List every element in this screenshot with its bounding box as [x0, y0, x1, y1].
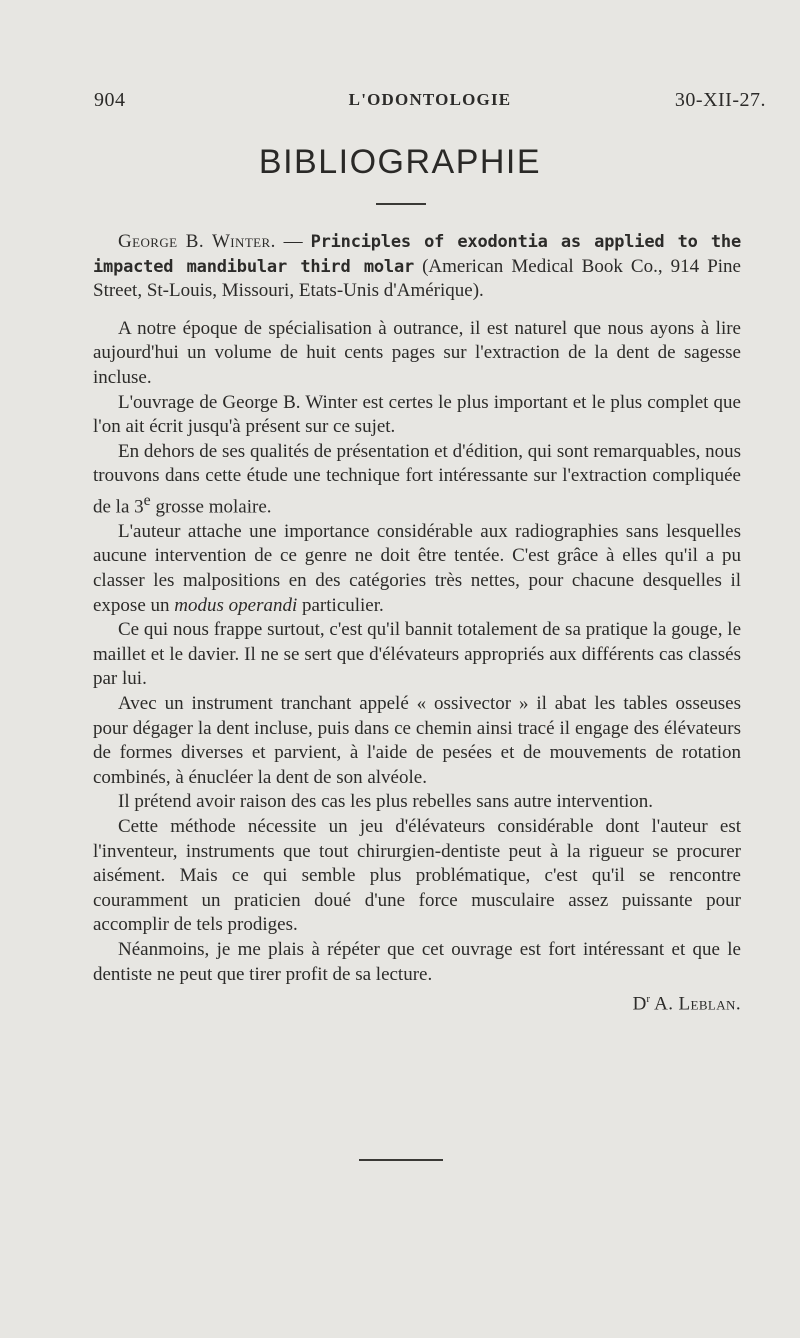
entry-work-title: Principles of exodontia as applied to the impacted mandibular third molar [93, 232, 741, 277]
entry-dash: — [275, 231, 311, 252]
paragraph-8: Cette méthode nécessite un jeu d'élévateurs considérable dont l'auteur est l'inventeur, instruments que tout chirurgien-dentiste peut à la rigueur se procurer aisément. Mais ce qui semble plus problématique, c'est qu'il se rencontre couramment un praticien doué d'une force musculaire assez puissante pour accomplir de tels prodiges. [93, 815, 741, 936]
paragraph-3-superscript: e [143, 491, 151, 509]
page-number: 904 [94, 89, 126, 111]
paragraph-5: Ce qui nous frappe surtout, c'est qu'il bannit totalement de sa pratique la gouge, le maillet et le davier. Il ne se sert que d'élévateurs appropriés aux différents cas classés par lui. [93, 619, 741, 690]
title-divider [376, 203, 426, 205]
paragraph-1: A notre époque de spécialisation à outrance, il est naturel que nous ayons à lire aujourd'hui un volume de huit cents pages sur l'extraction de la dent de sagesse incluse. [93, 317, 741, 388]
paragraph-4-italic: modus operandi [174, 594, 298, 616]
article-body [93, 230, 741, 1017]
paragraph-2: L'ouvrage de George B. Winter est certes le plus important et le plus complet que l'on ait écrit jusqu'à présent sur ce sujet. [93, 391, 741, 438]
paragraph-6: Avec un instrument tranchant appelé « ossivector » il abat les tables osseuses pour dégager la dent incluse, puis dans ce chemin ainsi tracé il engage des élévateurs de formes diverses et parvient, à l'aide de pesées et de mouvements de rotation combinés, à énucléer la dent de son alvéole. [93, 693, 741, 788]
issue-date: 30-XII-27. [674, 89, 766, 111]
paragraph-7: Il prétend avoir raison des cas les plus rebelles sans autre intervention. [118, 791, 653, 813]
paragraph-3-text-a: En dehors de ses qualités de présentation et d'édition, qui sont remarquables, nous trouvons dans cette étude une technique fort intéressante sur l'extraction compliquée de la 3 [93, 440, 741, 518]
end-divider [359, 1159, 443, 1161]
page-title: BIBLIOGRAPHIE [258, 143, 542, 181]
running-header [94, 89, 766, 115]
paragraph-4 [93, 520, 741, 618]
signature-title-superscript: r [646, 993, 650, 1006]
paragraph-3 [93, 440, 741, 520]
paragraph-4-text-a: L'auteur attache une importance considérable aux radiographies sans lesquelles aucune intervention de ce genre ne doit être tentée. C'est grâce à elles qu'il a pu classer les malpositions en des catégories très nettes, pour chacune desquelles il expose un [93, 520, 741, 616]
signature [93, 987, 741, 1017]
signature-name: A. Leblan. [649, 993, 741, 1015]
paragraph-9: Néanmoins, je me plais à répéter que cet ouvrage est fort intéressant et que le dentiste ne peut que tirer profit de sa lecture. [93, 938, 741, 985]
paragraph-3-text-b: grosse molaire. [150, 496, 272, 518]
signature-title: D [632, 993, 647, 1015]
paragraph-4-text-b: particulier. [297, 594, 384, 616]
bibliographic-entry [93, 230, 741, 304]
entry-author: George B. Winter. [118, 231, 276, 252]
entry-publisher: (American Medical Book Co., 914 Pine Street, St-Louis, Missouri, Etats-Unis d'Amérique). [93, 255, 741, 302]
journal-title: L'ODONTOLOGIE [348, 90, 512, 109]
